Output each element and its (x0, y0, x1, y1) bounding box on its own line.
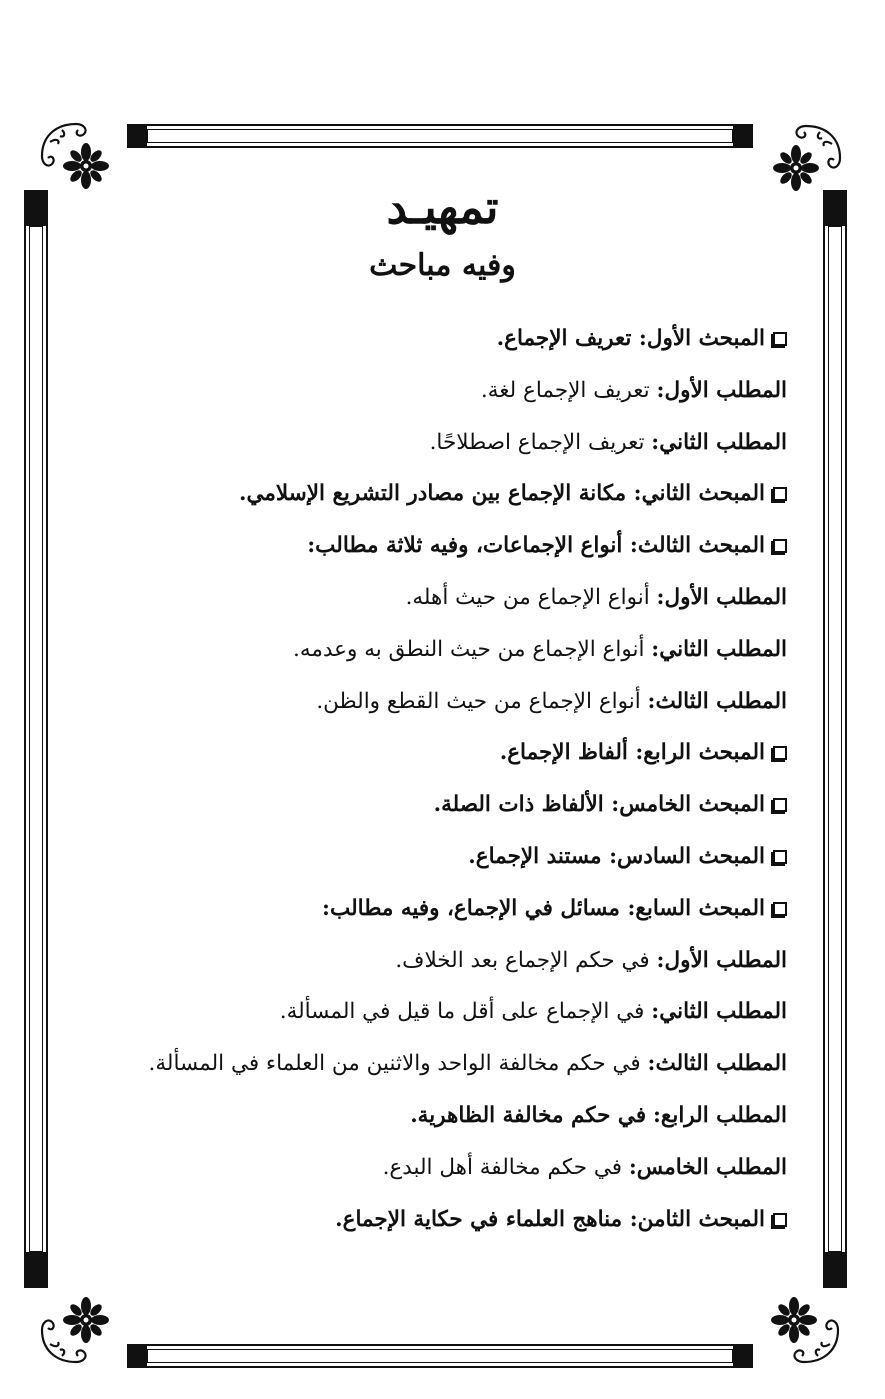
toc-item-head: المبحث الثاني: (633, 481, 765, 507)
toc-item-body: مستند الإجماع. (468, 843, 602, 869)
checkbox-icon (773, 332, 787, 346)
frame-top-bar (127, 124, 753, 148)
toc-item-head: المطلب الثاني: (651, 636, 787, 662)
page-title: تمهيـد (386, 180, 499, 234)
toc-item-mabhath (27, 732, 787, 784)
toc-item-matlab (27, 577, 787, 629)
checkbox-icon (773, 1213, 787, 1227)
frame-bottom-bar (127, 1344, 753, 1368)
toc-item-body: أنواع الإجماعات، وفيه ثلاثة مطالب: (307, 533, 623, 559)
checkbox-icon (773, 798, 787, 812)
toc-item-mabhath (27, 318, 787, 370)
toc-item-matlab (27, 1095, 787, 1147)
toc-item-head: المطلب الثاني: (651, 429, 787, 455)
toc-item-body: مناهج العلماء في حكاية الإجماع. (335, 1206, 623, 1232)
toc-item-head: المطلب الرابع: (652, 1102, 787, 1128)
toc-item-head: المبحث الثامن: (629, 1206, 765, 1232)
toc-item-matlab (27, 681, 787, 733)
checkbox-icon (773, 539, 787, 553)
toc-item-head: المطلب الثالث: (647, 688, 787, 714)
toc-item-matlab (27, 422, 787, 474)
toc-item-body: مسائل في الإجماع، وفيه مطالب: (322, 895, 620, 921)
toc-item-mabhath (27, 784, 787, 836)
toc-item-head: المبحث السادس: (609, 843, 765, 869)
toc-list (27, 318, 787, 1250)
frame-right-bar (823, 190, 847, 1288)
toc-item-matlab (27, 1043, 787, 1095)
checkbox-icon (773, 746, 787, 760)
toc-item-body: في حكم الإجماع بعد الخلاف. (395, 947, 650, 973)
toc-item-body: أنواع الإجماع من حيث القطع والظن. (316, 688, 641, 714)
toc-item-matlab (27, 370, 787, 422)
toc-item-body: في حكم مخالفة أهل البدع. (382, 1154, 623, 1180)
toc-item-head: المطلب الأول: (656, 584, 787, 610)
toc-item-mabhath (27, 525, 787, 577)
toc-item-body: في حكم مخالفة الظاهرية. (410, 1102, 647, 1128)
toc-item-mabhath (27, 836, 787, 888)
toc-item-body: تعريف الإجماع اصطلاحًا. (429, 429, 645, 455)
checkbox-icon (773, 850, 787, 864)
toc-item-body: مكانة الإجماع بين مصادر التشريع الإسلامي. (238, 481, 627, 507)
toc-item-body: الألفاظ ذات الصلة. (433, 792, 604, 818)
toc-item-mabhath (27, 1199, 787, 1251)
toc-item-head: المبحث الرابع: (635, 740, 765, 766)
toc-item-mabhath (27, 888, 787, 940)
toc-item-head: المطلب الأول: (656, 377, 787, 403)
toc-item-body: ألفاظ الإجماع. (499, 740, 628, 766)
toc-item-head: المطلب الخامس: (628, 1154, 787, 1180)
checkbox-icon (773, 487, 787, 501)
toc-item-matlab (27, 991, 787, 1043)
corner-ornament-icon (36, 1290, 116, 1370)
toc-item-body: في حكم مخالفة الواحد والاثنين من العلماء في المسألة. (148, 1051, 641, 1077)
toc-item-body: في الإجماع على أقل ما قيل في المسألة. (279, 999, 645, 1025)
toc-item-mabhath (27, 473, 787, 525)
checkbox-icon (773, 902, 787, 916)
toc-item-body: أنواع الإجماع من حيث النطق به وعدمه. (292, 636, 645, 662)
toc-item-head: المطلب الثالث: (647, 1051, 787, 1077)
toc-item-matlab (27, 1147, 787, 1199)
toc-item-body: أنواع الإجماع من حيث أهله. (405, 584, 650, 610)
toc-item-head: المبحث الأول: (638, 326, 765, 351)
toc-item-head: المبحث السابع: (627, 895, 765, 921)
toc-item-body: تعريف الإجماع. (496, 326, 632, 351)
page-subtitle: وفيه مباحث (369, 248, 516, 283)
toc-item-head: المطلب الثاني: (651, 999, 787, 1025)
corner-ornament-icon (764, 1290, 844, 1370)
toc-item-head: المبحث الخامس: (611, 792, 765, 818)
toc-item-head: المطلب الأول: (656, 947, 787, 973)
toc-item-body: تعريف الإجماع لغة. (480, 377, 650, 403)
toc-item-matlab (27, 940, 787, 992)
toc-item-head: المبحث الثالث: (629, 533, 765, 559)
toc-item-matlab (27, 629, 787, 681)
